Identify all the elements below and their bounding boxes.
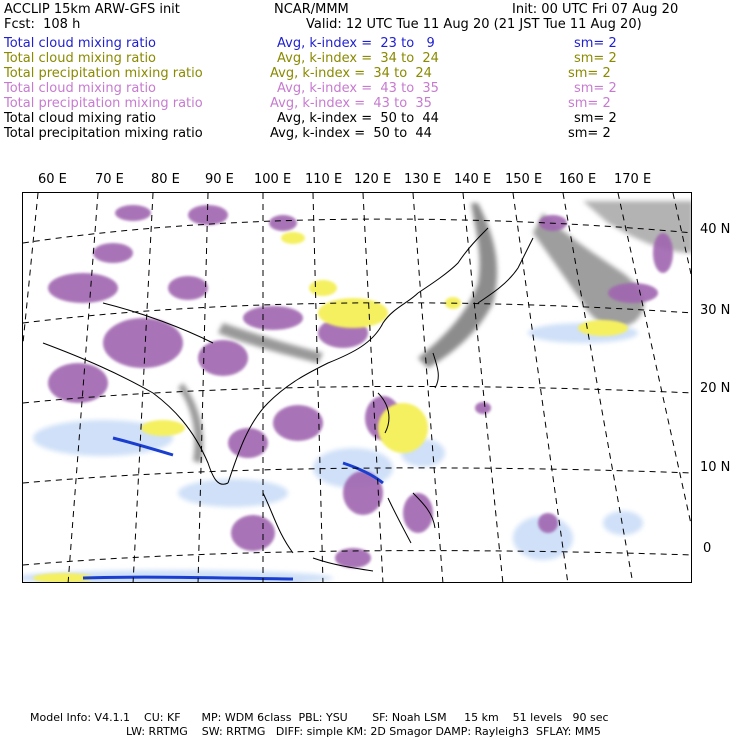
lon-label-90e: 90 E — [205, 172, 234, 187]
lat-label-10n: 10 N — [700, 460, 731, 475]
lon-label-170e: 170 E — [614, 172, 652, 187]
field-avg-1: Avg, k-index = 23 to 9 — [277, 36, 435, 51]
field-avg-2: Avg, k-index = 34 to 24 — [277, 51, 439, 66]
field-name-2: Total cloud mixing ratio — [4, 51, 157, 66]
field-sm-1: sm= 2 — [574, 36, 617, 51]
model-info-line-2: LW: RRTMG SW: RRTMG DIFF: simple KM: 2D Smagor DAMP: Rayleigh3 SFLAY: MM5 — [126, 725, 601, 738]
lat-label-30n: 30 N — [700, 303, 731, 318]
field-sm-7: sm= 2 — [568, 126, 611, 141]
forecast-hour: Fcst: 108 h — [4, 17, 81, 32]
field-avg-5: Avg, k-index = 43 to 35 — [270, 96, 432, 111]
lon-label-160e: 160 E — [559, 172, 597, 187]
field-name-1: Total cloud mixing ratio — [4, 36, 157, 51]
lon-label-150e: 150 E — [505, 172, 543, 187]
lon-label-120e: 120 E — [354, 172, 392, 187]
model-info-line-1: Model Info: V4.1.1 CU: KF MP: WDM 6class PBL: YSU SF: Noah LSM 15 km 51 levels 90 sec — [30, 711, 609, 724]
lon-label-140e: 140 E — [454, 172, 492, 187]
light-blue-cloud-layer — [23, 323, 643, 583]
lon-label-110e: 110 E — [305, 172, 343, 187]
field-sm-4: sm= 2 — [574, 81, 617, 96]
valid-time: Valid: 12 UTC Tue 11 Aug 20 (21 JST Tue 11 Aug 20) — [306, 17, 642, 32]
field-avg-7: Avg, k-index = 50 to 44 — [270, 126, 432, 141]
org-label: NCAR/MMM — [274, 2, 349, 17]
lon-label-70e: 70 E — [95, 172, 124, 187]
field-avg-6: Avg, k-index = 50 to 44 — [277, 111, 439, 126]
field-name-4: Total cloud mixing ratio — [4, 81, 157, 96]
model-title: ACCLIP 15km ARW-GFS init — [4, 2, 180, 17]
field-name-7: Total precipitation mixing ratio — [4, 126, 203, 141]
lat-label-20n: 20 N — [700, 381, 731, 396]
field-sm-5: sm= 2 — [568, 96, 611, 111]
lon-label-130e: 130 E — [404, 172, 442, 187]
field-sm-2: sm= 2 — [574, 51, 617, 66]
lon-label-60e: 60 E — [38, 172, 67, 187]
field-name-3: Total precipitation mixing ratio — [4, 66, 203, 81]
map-panel — [22, 192, 692, 583]
lat-label-0: 0 — [703, 541, 712, 556]
field-avg-4: Avg, k-index = 43 to 35 — [277, 81, 439, 96]
coastline-layer — [43, 228, 533, 571]
field-sm-3: sm= 2 — [568, 66, 611, 81]
field-avg-3: Avg, k-index = 34 to 24 — [270, 66, 432, 81]
init-time: Init: 00 UTC Fri 07 Aug 20 — [512, 2, 679, 17]
field-name-5: Total precipitation mixing ratio — [4, 96, 203, 111]
lat-label-40n: 40 N — [700, 222, 731, 237]
cloud-field-map — [23, 193, 692, 583]
lon-label-100e: 100 E — [254, 172, 292, 187]
lon-label-80e: 80 E — [151, 172, 180, 187]
field-sm-6: sm= 2 — [574, 111, 617, 126]
field-name-6: Total cloud mixing ratio — [4, 111, 157, 126]
